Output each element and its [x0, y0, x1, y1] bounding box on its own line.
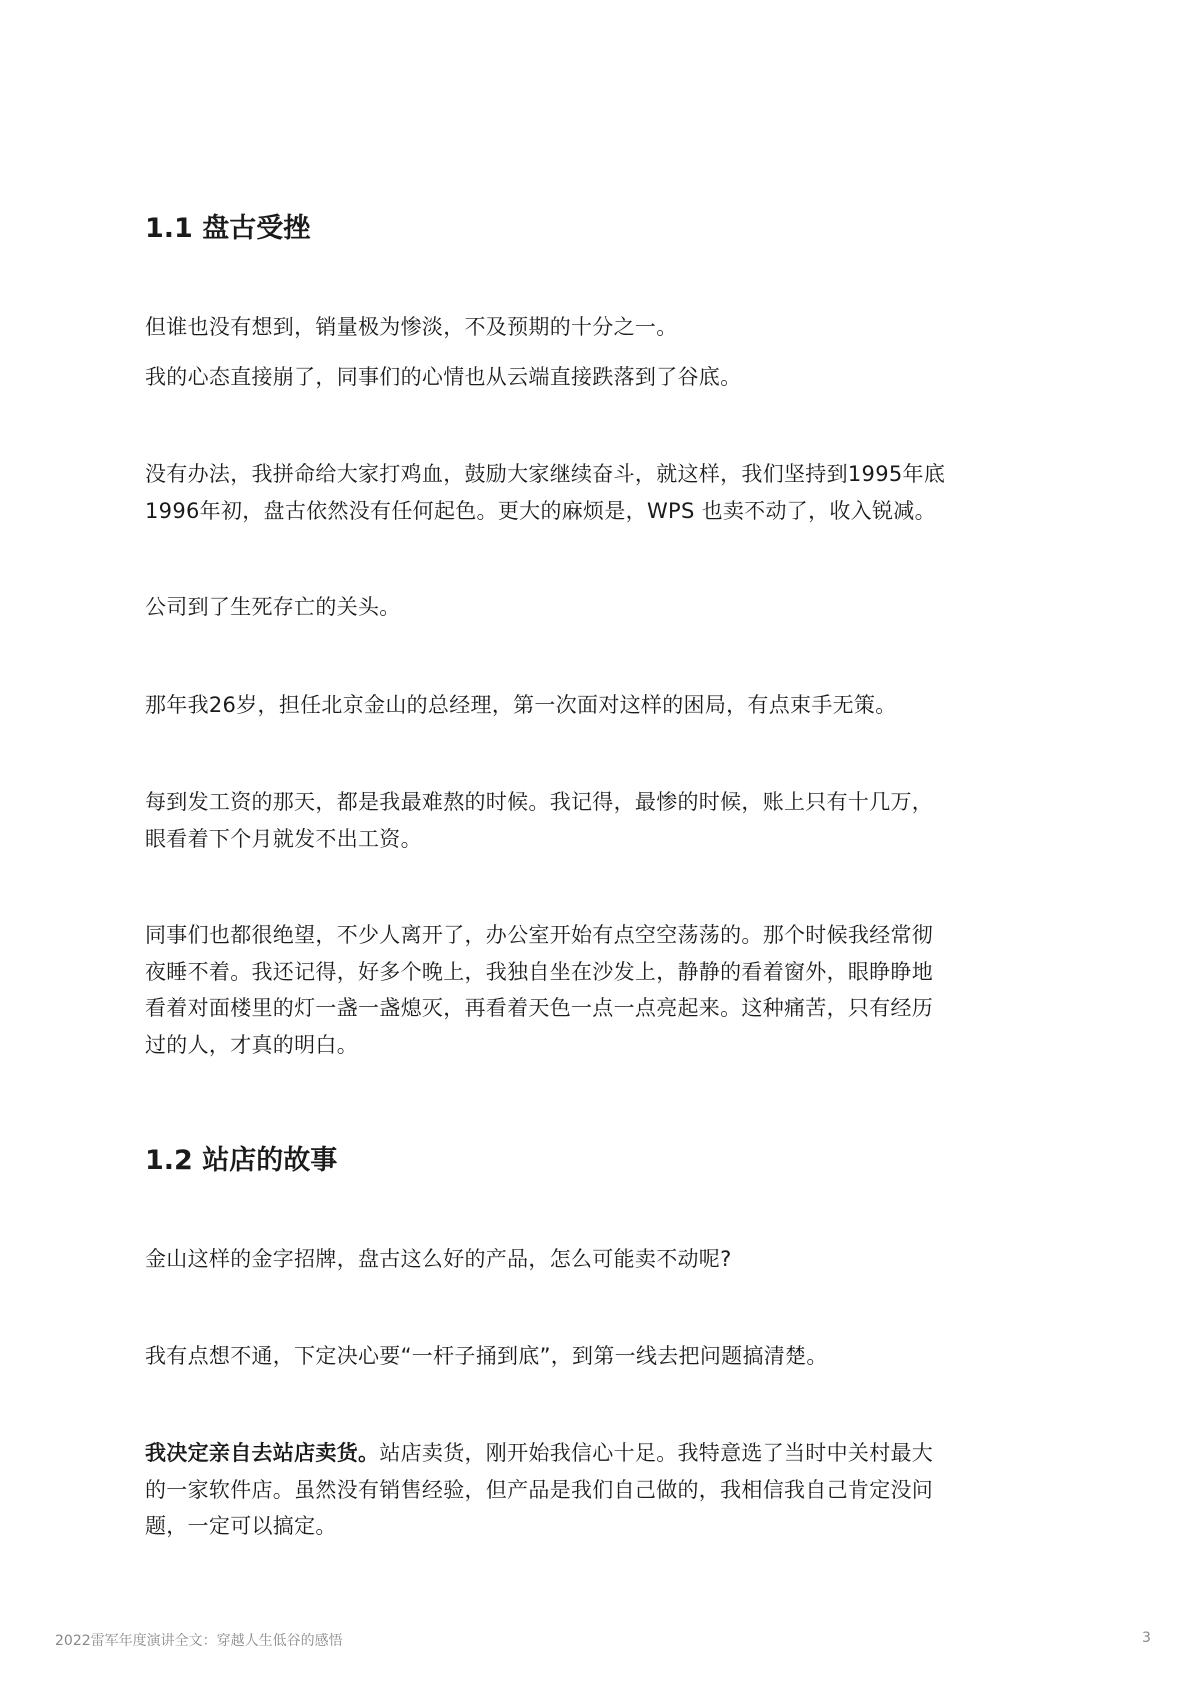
paragraph: 我决定亲自去站店卖货。站店卖货，刚开始我信心十足。我特意选了当时中关村最大 的一家软件店。虽然没有销售经验，但产品是我们自己做的，我相信我自己肯定没问 题，一定可以搞定。 — [145, 1441, 934, 1538]
paragraph: 我有点想不通，下定决心要“一杆子捅到底”，到第一线去把问题搞清楚。 — [145, 1344, 828, 1368]
bold-lead: 我决定亲自去站店卖货。 — [145, 1441, 380, 1465]
page-number: 3 — [1142, 1630, 1151, 1646]
paragraph: 金山这样的金字招牌，盘古这么好的产品，怎么可能卖不动呢? — [145, 1247, 732, 1271]
paragraph: 同事们也都很绝望，不少人离开了，办公室开始有点空空荡荡的。那个时候我经常彻 夜睡不着。我还记得，好多个晚上，我独自坐在沙发上，静静的看着窗外，眼睁睁地 看着对面楼里的灯一盏一盏熄灭，再看着天色一点一点亮起来。这种痛苦，只有经历 过的人，才真的明白。 — [145, 923, 934, 1057]
paragraph: 公司到了生死存亡的关头。 — [145, 595, 401, 619]
footer-title: 2022雷军年度演讲全文：穿越人生低谷的感悟 — [55, 1633, 343, 1649]
section-heading: 1.2 站店的故事 — [145, 1145, 338, 1176]
paragraph: 我的心态直接崩了，同事们的心情也从云端直接跌落到了谷底。 — [145, 365, 742, 389]
paragraph: 每到发工资的那天，都是我最难熬的时候。我记得，最惨的时候，账上只有十几万， 眼看着下个月就发不出工资。 — [145, 790, 934, 851]
section-heading: 1.1 盘古受挫 — [145, 213, 311, 244]
paragraph: 没有办法，我拼命给大家打鸡血，鼓励大家继续奋斗，就这样，我们坚持到1995年底 1996年初，盘古依然没有任何起色。更大的麻烦是，WPS 也卖不动了，收入锐减。 — [145, 462, 946, 523]
paragraph: 那年我26岁，担任北京金山的总经理，第一次面对这样的困局，有点束手无策。 — [145, 693, 897, 717]
paragraph: 但谁也没有想到，销量极为惨淡，不及预期的十分之一。 — [145, 315, 678, 339]
